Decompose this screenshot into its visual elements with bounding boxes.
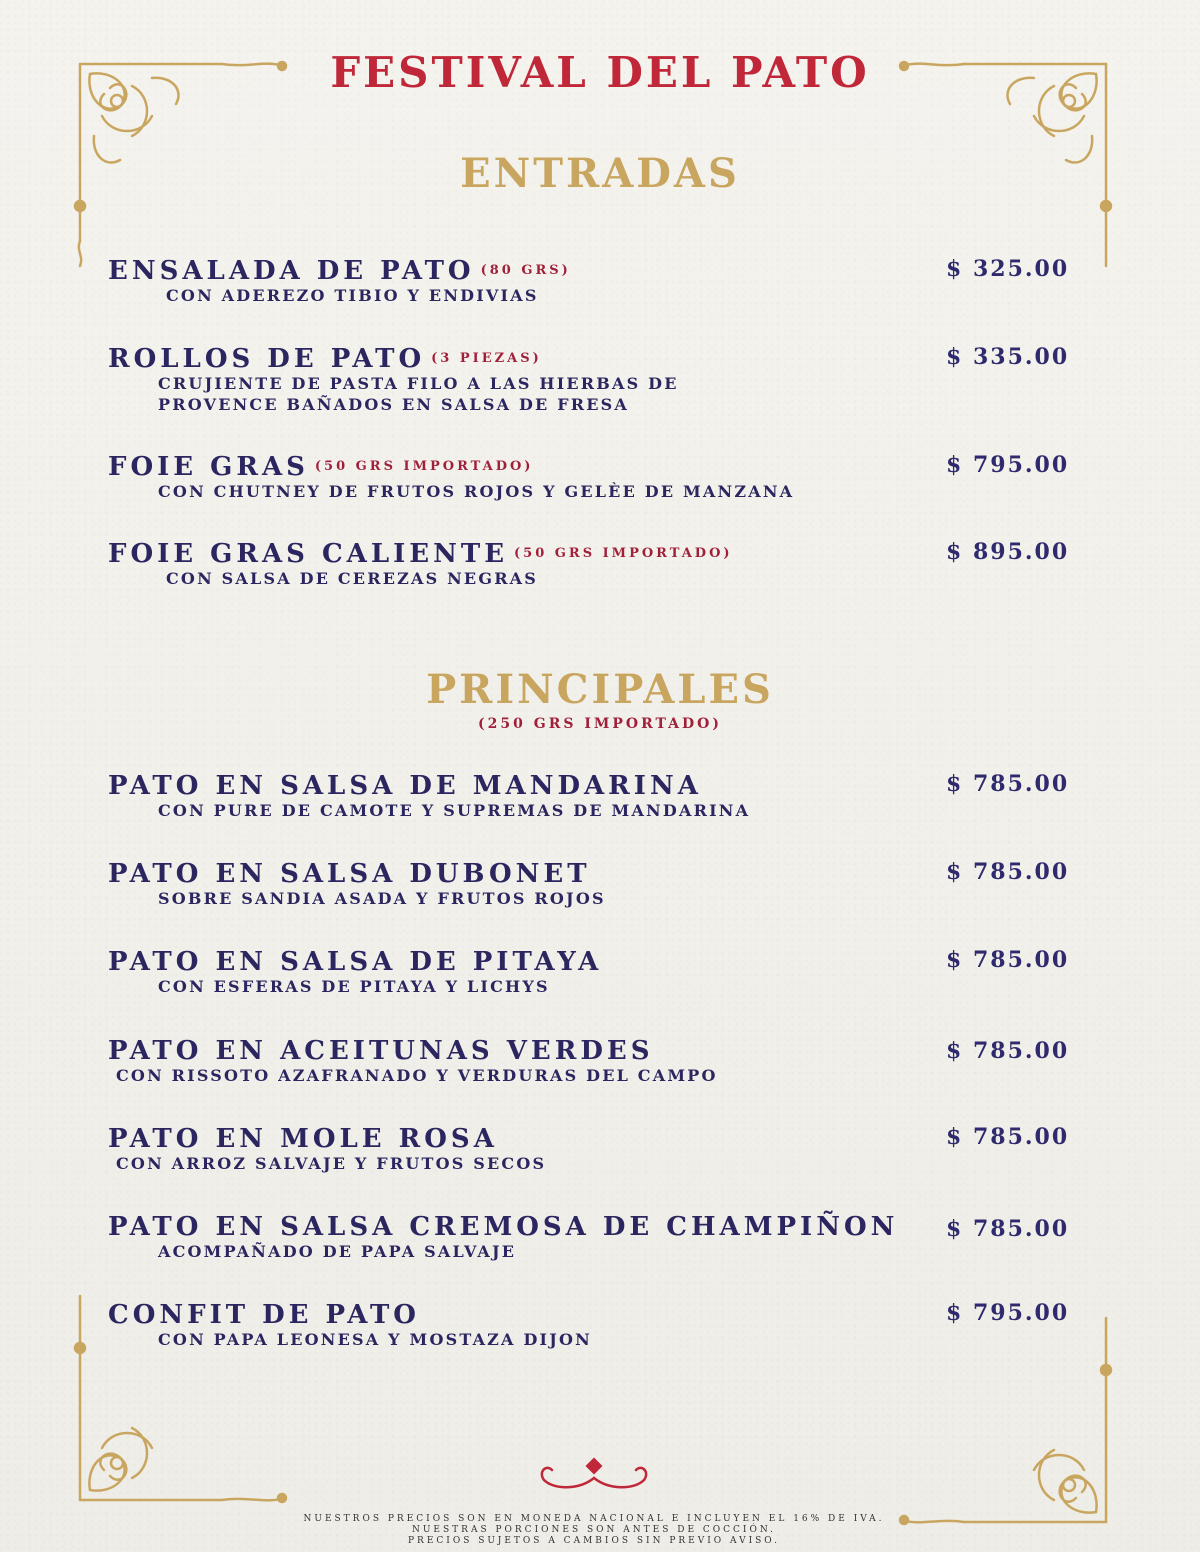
footer-line: PRECIOS SUJETOS A CAMBIOS SIN PREVIO AVISO. <box>407 1536 780 1546</box>
item-name: PATO EN SALSA CREMOSA DE CHAMPIÑON <box>108 1212 899 1242</box>
footer-line: NUESTROS PRECIOS SON EN MONEDA NACIONAL E INCLUYEN EL 16% DE IVA. <box>303 1514 885 1524</box>
item-name: FOIE GRAS <box>108 452 309 482</box>
item-price: $ 785.00 <box>946 947 1070 973</box>
item-name: CONFIT DE PATO <box>108 1300 420 1330</box>
item-description: CRUJIENTE DE PASTA FILO A LAS HIERBAS DE PROVENCE BAÑADOS EN SALSA DE FRESA <box>158 374 679 414</box>
item-price: $ 795.00 <box>946 452 1070 478</box>
item-price: $ 335.00 <box>946 344 1070 370</box>
section-subtitle: (250 GRS IMPORTADO) <box>478 716 722 732</box>
footer-disclaimer <box>0 1514 1188 1547</box>
item-description: CON PURE DE CAMOTE Y SUPREMAS DE MANDARINA <box>158 801 751 820</box>
item-description: CON PAPA LEONESA Y MOSTAZA DIJON <box>158 1330 592 1349</box>
item-price: $ 785.00 <box>946 771 1070 797</box>
item-description: CON RISSOTO AZAFRANADO Y VERDURAS DEL CAMPO <box>116 1066 718 1085</box>
item-price: $ 795.00 <box>946 1300 1070 1326</box>
menu-item <box>108 539 1108 589</box>
menu-item <box>108 256 1108 306</box>
item-price: $ 785.00 <box>946 1124 1070 1150</box>
menu-item <box>108 771 1108 821</box>
menu-item <box>108 344 1108 415</box>
menu-item <box>108 1212 1108 1262</box>
item-note: (50 GRS IMPORTADO) <box>314 459 534 474</box>
item-note: (3 PIEZAS) <box>431 351 542 366</box>
item-name: FOIE GRAS CALIENTE <box>108 539 509 569</box>
item-name: PATO EN MOLE ROSA <box>108 1124 498 1154</box>
item-description: CON CHUTNEY DE FRUTOS ROJOS Y GELÈE DE MANZANA <box>158 482 795 501</box>
item-name: PATO EN ACEITUNAS VERDES <box>108 1036 654 1066</box>
section-title-principales: PRINCIPALES <box>426 666 774 713</box>
item-price: $ 895.00 <box>946 539 1070 565</box>
footer-line: NUESTRAS PORCIONES SON ANTES DE COCCIÓN. <box>411 1525 777 1535</box>
menu-item <box>108 1124 1108 1174</box>
section-title-entradas: ENTRADAS <box>460 150 740 197</box>
menu-item <box>108 947 1108 997</box>
item-description: CON ESFERAS DE PITAYA Y LICHYS <box>158 977 550 996</box>
item-note: (50 GRS IMPORTADO) <box>514 546 733 561</box>
menu-item <box>108 1300 1108 1350</box>
item-description: CON SALSA DE CEREZAS NEGRAS <box>166 569 539 588</box>
item-description: SOBRE SANDIA ASADA Y FRUTOS ROJOS <box>158 889 606 908</box>
item-description: CON ADEREZO TIBIO Y ENDIVIAS <box>166 286 539 305</box>
scroll-ornament-icon <box>534 1456 654 1496</box>
item-price: $ 785.00 <box>946 859 1070 885</box>
item-name: ENSALADA DE PATO <box>108 256 475 286</box>
item-name: PATO EN SALSA DUBONET <box>108 859 591 889</box>
item-name: PATO EN SALSA DE PITAYA <box>108 947 603 977</box>
item-price: $ 785.00 <box>946 1038 1070 1064</box>
item-price: $ 325.00 <box>946 256 1070 282</box>
menu-item <box>108 452 1108 502</box>
item-name: ROLLOS DE PATO <box>108 344 426 374</box>
item-description: CON ARROZ SALVAJE Y FRUTOS SECOS <box>116 1154 547 1173</box>
menu-item <box>108 1036 1108 1086</box>
item-price: $ 785.00 <box>946 1216 1070 1242</box>
item-description: ACOMPAÑADO DE PAPA SALVAJE <box>158 1242 517 1261</box>
item-note: (80 GRS) <box>480 263 571 278</box>
menu-item <box>108 859 1108 909</box>
item-name: PATO EN SALSA DE MANDARINA <box>108 771 702 801</box>
page-title: FESTIVAL DEL PATO <box>330 48 870 97</box>
